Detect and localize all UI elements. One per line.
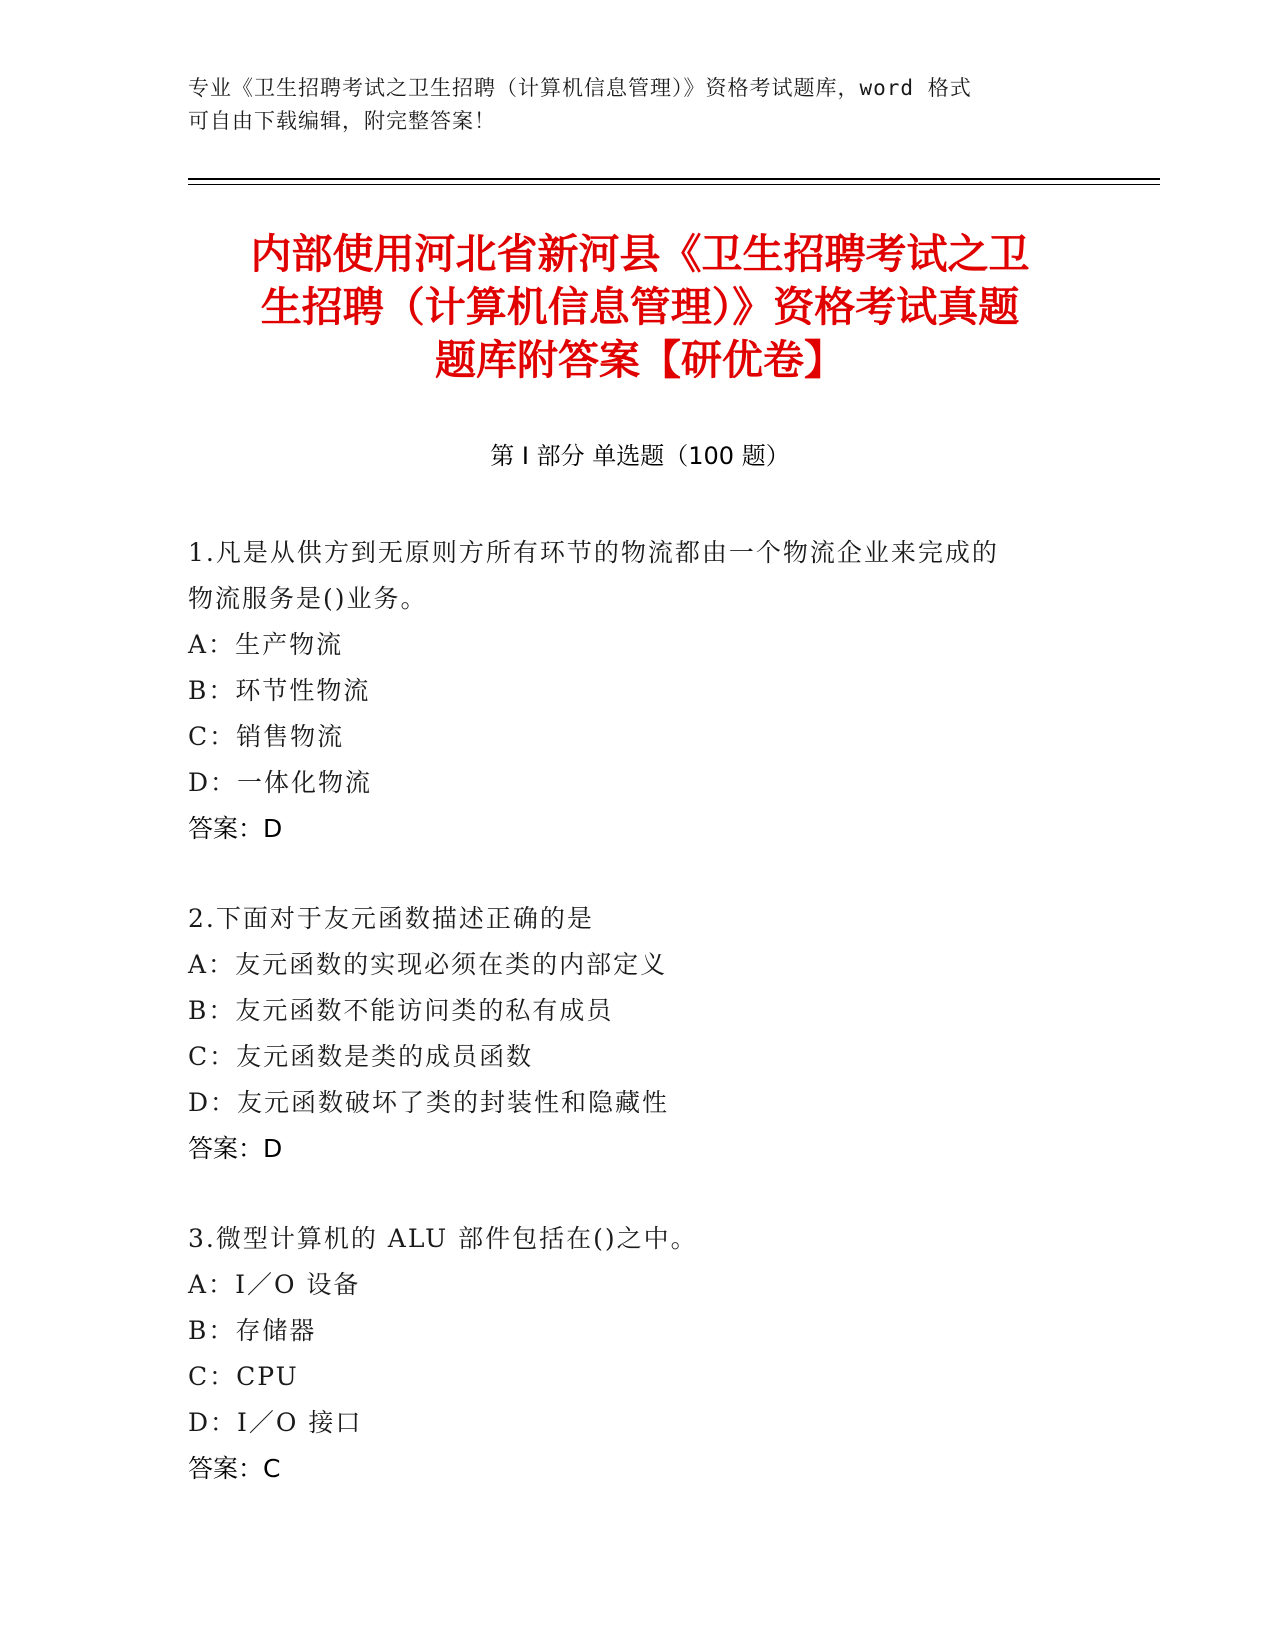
- question-1-option-a: [188, 622, 1068, 668]
- option-key: B：: [188, 676, 236, 705]
- question-1-stem-line-2: 物流服务是()业务。: [188, 584, 428, 613]
- question-2-option-d: [188, 1080, 1068, 1126]
- option-text: 一体化物流: [237, 768, 373, 797]
- question-2-option-b: [188, 988, 1068, 1034]
- question-2-answer: 答案：D: [188, 1134, 283, 1163]
- option-text: 友元函数破坏了类的封装性和隐藏性: [237, 1088, 670, 1117]
- question-2: [188, 896, 1068, 1172]
- question-2-stem-line-1: 2.下面对于友元函数描述正确的是: [188, 904, 594, 933]
- option-text: 销售物流: [236, 722, 345, 751]
- option-text: I／O 接口: [237, 1408, 363, 1437]
- option-text: 存储器: [235, 1316, 317, 1345]
- option-key: A：: [188, 1270, 236, 1299]
- option-key: A：: [188, 630, 236, 659]
- option-key: D：: [188, 1088, 238, 1117]
- title-line-3: 题库附答案【研优卷】: [435, 336, 845, 384]
- header-note-line-2: 可自由下载编辑，附完整答案！: [188, 109, 496, 133]
- title-line-2: 生招聘（计算机信息管理）》资格考试真题: [260, 283, 1020, 331]
- title-line-1: 内部使用河北省新河县《卫生招聘考试之卫: [250, 230, 1030, 278]
- option-key: D：: [188, 1408, 238, 1437]
- section-heading: 第 I 部分 单选题（100 题）: [490, 442, 790, 470]
- question-2-option-c: [188, 1034, 1068, 1080]
- question-3: [188, 1216, 1068, 1492]
- question-3-option-b: [188, 1308, 1068, 1354]
- header-note-line-1: 专业《卫生招聘考试之卫生招聘（计算机信息管理）》资格考试题库，word 格式: [188, 76, 972, 100]
- question-3-stem-line-1: 3.微型计算机的 ALU 部件包括在()之中。: [188, 1224, 698, 1253]
- question-1-option-c: [188, 714, 1068, 760]
- option-text: I／O 设备: [235, 1270, 361, 1299]
- question-3-option-c: [188, 1354, 1068, 1400]
- option-key: C：: [188, 1362, 237, 1391]
- option-text: 友元函数是类的成员函数: [236, 1042, 534, 1071]
- header-divider-thick: [188, 178, 1160, 180]
- question-1-option-d: [188, 760, 1068, 806]
- header-divider-thin: [188, 184, 1160, 185]
- option-key: B：: [188, 1316, 236, 1345]
- question-3-answer: 答案：C: [188, 1454, 281, 1483]
- option-key: C：: [188, 722, 237, 751]
- question-1: [188, 530, 1068, 852]
- option-text: CPU: [236, 1362, 299, 1391]
- option-text: 友元函数不能访问类的私有成员: [235, 996, 614, 1025]
- option-text: 生产物流: [235, 630, 344, 659]
- question-1-option-b: [188, 668, 1068, 714]
- question-list: [188, 530, 1068, 1536]
- option-key: C：: [188, 1042, 237, 1071]
- question-1-stem-line-1: 1.凡是从供方到无原则方所有环节的物流都由一个物流企业来完成的: [188, 538, 999, 567]
- header-note: [188, 72, 1068, 138]
- question-2-option-a: [188, 942, 1068, 988]
- question-1-answer: 答案：D: [188, 814, 283, 843]
- option-key: D：: [188, 768, 238, 797]
- option-key: B：: [188, 996, 236, 1025]
- option-text: 友元函数的实现必须在类的内部定义: [235, 950, 668, 979]
- document-title: [190, 228, 1090, 387]
- option-key: A：: [188, 950, 236, 979]
- question-3-option-a: [188, 1262, 1068, 1308]
- option-text: 环节性物流: [235, 676, 371, 705]
- question-3-option-d: [188, 1400, 1068, 1446]
